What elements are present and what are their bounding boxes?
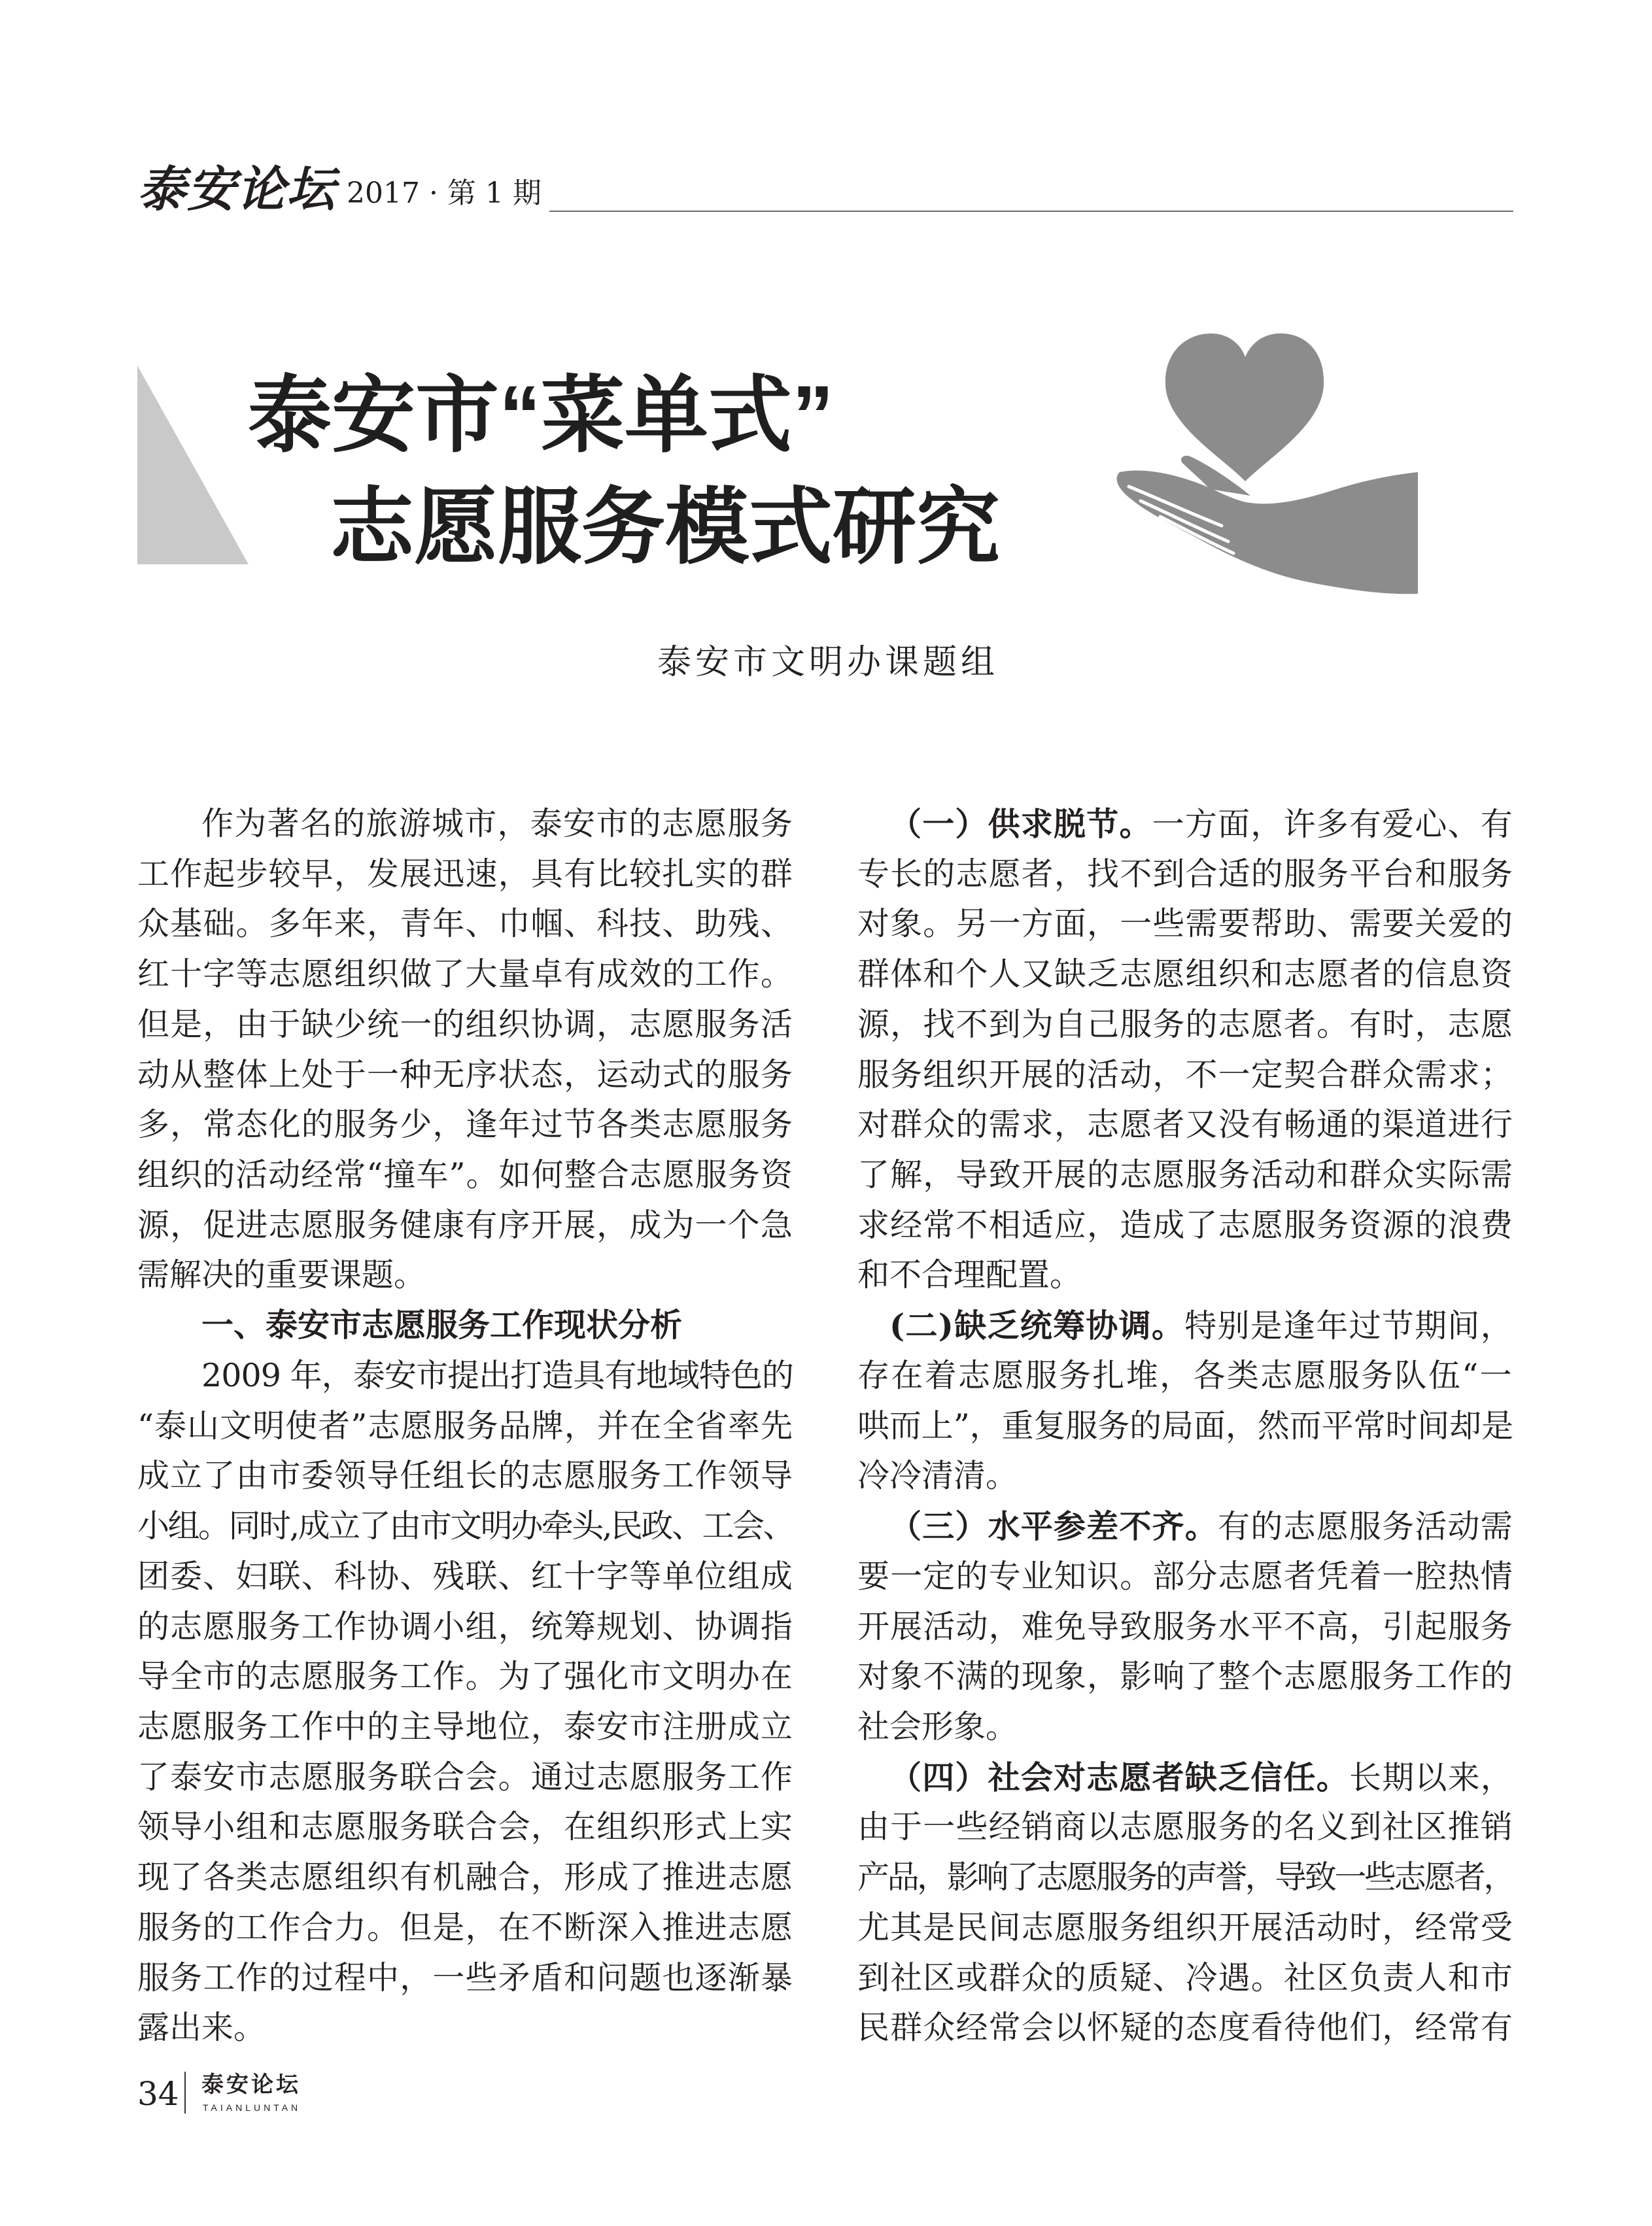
text-line-content [857,1150,1513,1201]
text-line-content [137,1401,793,1452]
text-run: 冷冷清清。 [857,1457,1018,1495]
article-title-line-2: 志愿服务模式研究 [330,481,1001,574]
text-run: 服务的工作合力。但是，在不断深入推进志愿 [137,1908,793,1946]
running-header [137,162,1513,217]
footer-magazine-pinyin: TAIANLUNTAN [203,2102,301,2113]
text-run: 对群众的需求，志愿者又没有畅通的渠道进行 [857,1106,1513,1144]
paragraph [857,1301,1513,1501]
text-run: 志愿服务工作中的主导地位，泰安市注册成立 [137,1707,793,1745]
text-line [857,899,1513,950]
text-line-content [857,849,1513,900]
text-line-content [857,1451,1018,1501]
text-run: 长期以来， [1349,1758,1513,1796]
left-column [137,799,793,2053]
text-run: 成立了由市委领导任组长的志愿服务工作领导 [137,1457,793,1495]
text-line-content [137,1953,793,2004]
text-line-content [137,849,793,900]
text-run: 领导小组和志愿服务联合会，在组织形式上实 [137,1808,793,1846]
text-run: 团委、妇联、科协、残联、红十字等单位组成 [137,1557,793,1595]
text-run: 民群众经常会以怀疑的态度看待他们，经常有 [857,2009,1513,2047]
paragraph [137,1351,793,2053]
text-line [857,1753,1513,1803]
text-line-content [889,1753,1513,1804]
text-run: 众基础。多年来，青年、巾帼、科技、助残、 [137,905,793,943]
text-line-content [889,1301,1513,1352]
text-run: 组织的活动经常“撞车”。如何整合志愿服务资 [137,1156,793,1194]
text-run: 现了各类志愿组织有机融合，形成了推进志愿 [137,1858,793,1896]
text-line-content [137,2003,266,2053]
text-line-content [137,1501,793,1552]
text-line-content [137,1150,793,1201]
text-line [137,1552,793,1602]
text-line-content [137,1050,793,1101]
text-line [857,1853,1513,1903]
text-line [857,1250,1513,1301]
text-line [857,1602,1513,1652]
paragraph [857,1753,1513,2053]
footer-magazine-name: 泰安论坛 [201,2072,301,2097]
text-line [857,1802,1513,1853]
text-line [137,1652,793,1702]
text-run: 导全市的志愿服务工作。为了强化市文明办在 [137,1658,793,1696]
text-line-content [857,1000,1513,1050]
page-number: 34 [137,2075,179,2113]
text-line-content [137,1652,793,1702]
paragraph-lead-heading: (二)缺乏统筹协调。 [889,1307,1185,1345]
text-line-content [857,1401,1513,1452]
text-line [137,1050,793,1101]
text-run: 服务组织开展的活动，不一定契合群众需求； [857,1055,1513,1093]
header-rule [549,211,1513,212]
text-line-content [137,1802,793,1853]
text-run: 露出来。 [137,2009,266,2047]
text-line [857,950,1513,1000]
text-line [857,1201,1513,1251]
text-line [137,1451,793,1501]
text-line [137,1201,793,1251]
text-line-content [857,1602,1513,1652]
text-line [137,1351,793,1401]
text-line-content [857,1201,1513,1251]
paragraph-lead-heading: （三）水平参差不齐。 [889,1507,1218,1546]
text-line [857,1301,1513,1351]
text-line [137,1903,793,1953]
open-hand-icon [1117,456,1418,594]
text-line [137,1953,793,2004]
heart-in-hand-illustration [1112,327,1426,602]
text-line [857,1100,1513,1150]
text-line [857,1050,1513,1101]
text-run: 多，常态化的服务少，逢年过节各类志愿服务 [137,1106,793,1144]
text-line-content [137,1753,793,1803]
text-run: 工作起步较早，发展迅速，具有比较扎实的群 [137,855,793,893]
text-run: 开展活动，难免导致服务水平不高，引起服务 [857,1607,1513,1645]
text-run: “泰山文明使者”志愿服务品牌，并在全省率先 [137,1407,793,1445]
text-line [137,1602,793,1652]
text-line [857,1953,1513,2004]
footer-divider [184,2072,186,2114]
text-line [137,950,793,1000]
text-run: 需解决的重要课题。 [137,1256,426,1294]
text-line-content [857,1953,1513,2004]
text-run: 一方面，许多有爱心、有 [1152,806,1513,843]
text-run: 由于一些经销商以志愿服务的名义到社区推销 [857,1808,1513,1846]
text-run: 对象。另一方面，一些需要帮助、需要关爱的 [857,905,1513,943]
article-title-line-1: 泰安市“菜单式” [248,369,835,462]
text-line-content [857,1802,1513,1853]
text-run: 源，找不到为自己服务的志愿者。有时，志愿 [857,1005,1513,1043]
text-line-content [857,1250,1082,1301]
text-line [137,1702,793,1753]
text-line [137,1100,793,1150]
text-line-content [137,1853,793,1903]
right-column [857,799,1513,2053]
text-line [137,799,793,849]
text-line [857,1000,1513,1050]
issue-label: 2017 · 第 1 期 [347,177,542,210]
text-run: 群体和个人又缺乏志愿组织和志愿者的信息资 [857,955,1513,993]
text-run: 作为著名的旅游城市，泰安市的志愿服务 [201,805,793,842]
text-run: 有的志愿服务活动需 [1218,1508,1513,1546]
text-line [857,1652,1513,1702]
text-run: 红十字等志愿组织做了大量卓有成效的工作。 [137,955,793,993]
text-run: 动从整体上处于一种无序状态，运动式的服务 [137,1055,793,1093]
text-run: 要一定的专业知识。部分志愿者凭着一腔热情 [857,1557,1513,1595]
text-line [137,1853,793,1903]
text-line-content [137,1100,793,1150]
text-line-content [137,1000,793,1050]
text-line-content [857,950,1513,1000]
magazine-name: 泰安论坛 [137,162,336,218]
text-line-content [889,1501,1513,1552]
text-run: 了泰安市志愿服务联合会。通过志愿服务工作 [137,1758,793,1796]
text-line [857,1401,1513,1452]
triangle-decoration [137,366,249,564]
text-run: 产品，影响了志愿服务的声誉，导致一些志愿者， [857,1858,1513,1896]
text-line-content [137,899,793,950]
text-line-content [137,1250,426,1301]
text-line-content [201,1351,793,1401]
text-run: 但是，由于缺少统一的组织协调，志愿服务活 [137,1005,793,1043]
text-line-content [137,1702,793,1753]
text-line-content [137,950,793,1000]
text-line-content [137,1602,793,1652]
text-line-content [857,1050,1513,1101]
text-line-content [857,1351,1513,1401]
text-run: 特别是逢年过节期间， [1184,1307,1513,1345]
text-line [857,1451,1513,1501]
text-line-content [201,799,793,849]
text-run: 到社区或群众的质疑、冷遇。社区负责人和市 [857,1959,1513,1996]
text-line-content [857,1652,1513,1702]
text-run: 社会形象。 [857,1707,1018,1745]
text-line [137,1000,793,1050]
text-line [857,1702,1513,1753]
text-line [137,1250,793,1301]
text-line [857,1351,1513,1401]
text-line-content [857,1100,1513,1150]
text-line-content [857,2003,1513,2053]
paragraph [137,799,793,1301]
text-run: 小组。同时,成立了由市文明办牵头,民政、工会、 [137,1507,793,1545]
text-run: 专长的志愿者，找不到合适的服务平台和服务 [857,855,1513,893]
text-line [137,1150,793,1201]
text-line-content [857,1903,1513,1953]
text-line [137,1753,793,1803]
text-run: 服务工作的过程中，一些矛盾和问题也逐渐暴 [137,1959,793,1996]
text-run: 求经常不相适应，造成了志愿服务资源的浪费 [857,1206,1513,1244]
text-run: 存在着志愿服务扎堆，各类志愿服务队伍“一 [857,1356,1513,1394]
text-line [857,1501,1513,1552]
text-line [137,2003,793,2053]
author-byline: 泰安市文明办课题组 [657,643,999,682]
text-line-content [137,1451,793,1501]
text-line [137,849,793,900]
text-line [857,2003,1513,2053]
text-line [857,1552,1513,1602]
paragraph [857,1501,1513,1753]
text-line [137,1802,793,1853]
text-line [857,799,1513,849]
text-run: 哄而上”，重复服务的局面，然而平常时间却是 [857,1407,1513,1445]
text-line [857,1903,1513,1953]
text-line-content [137,1903,793,1953]
paragraph [857,799,1513,1301]
paragraph-lead-heading: （一）供求脱节。 [889,805,1152,843]
text-line-content [857,899,1513,950]
text-run: 对象不满的现象，影响了整个志愿服务工作的 [857,1658,1513,1696]
text-run: 尤其是民间志愿服务组织开展活动时，经常受 [857,1908,1513,1946]
text-line [857,1150,1513,1201]
text-run: 2009 年，泰安市提出打造具有地域特色的 [201,1356,793,1394]
section-heading-text: 一、泰安市志愿服务工作现状分析 [201,1308,683,1344]
text-line [137,1501,793,1552]
text-line-content [137,1552,793,1602]
text-run: 和不合理配置。 [857,1256,1082,1294]
text-line [137,1401,793,1452]
text-line-content [857,1552,1513,1602]
text-run: 源，促进志愿服务健康有序开展，成为一个急 [137,1206,793,1244]
text-line-content [137,1201,793,1251]
text-run: 的志愿服务工作协调小组，统筹规划、协调指 [137,1607,793,1645]
text-line-content [857,1853,1513,1903]
text-run: 了解，导致开展的志愿服务活动和群众实际需 [857,1156,1513,1194]
text-line [137,899,793,950]
text-line-content [857,1702,1018,1753]
text-line [857,849,1513,900]
text-line-content [889,799,1513,850]
paragraph-lead-heading: （四）社会对志愿者缺乏信任。 [889,1758,1349,1796]
section-heading [137,1301,793,1351]
